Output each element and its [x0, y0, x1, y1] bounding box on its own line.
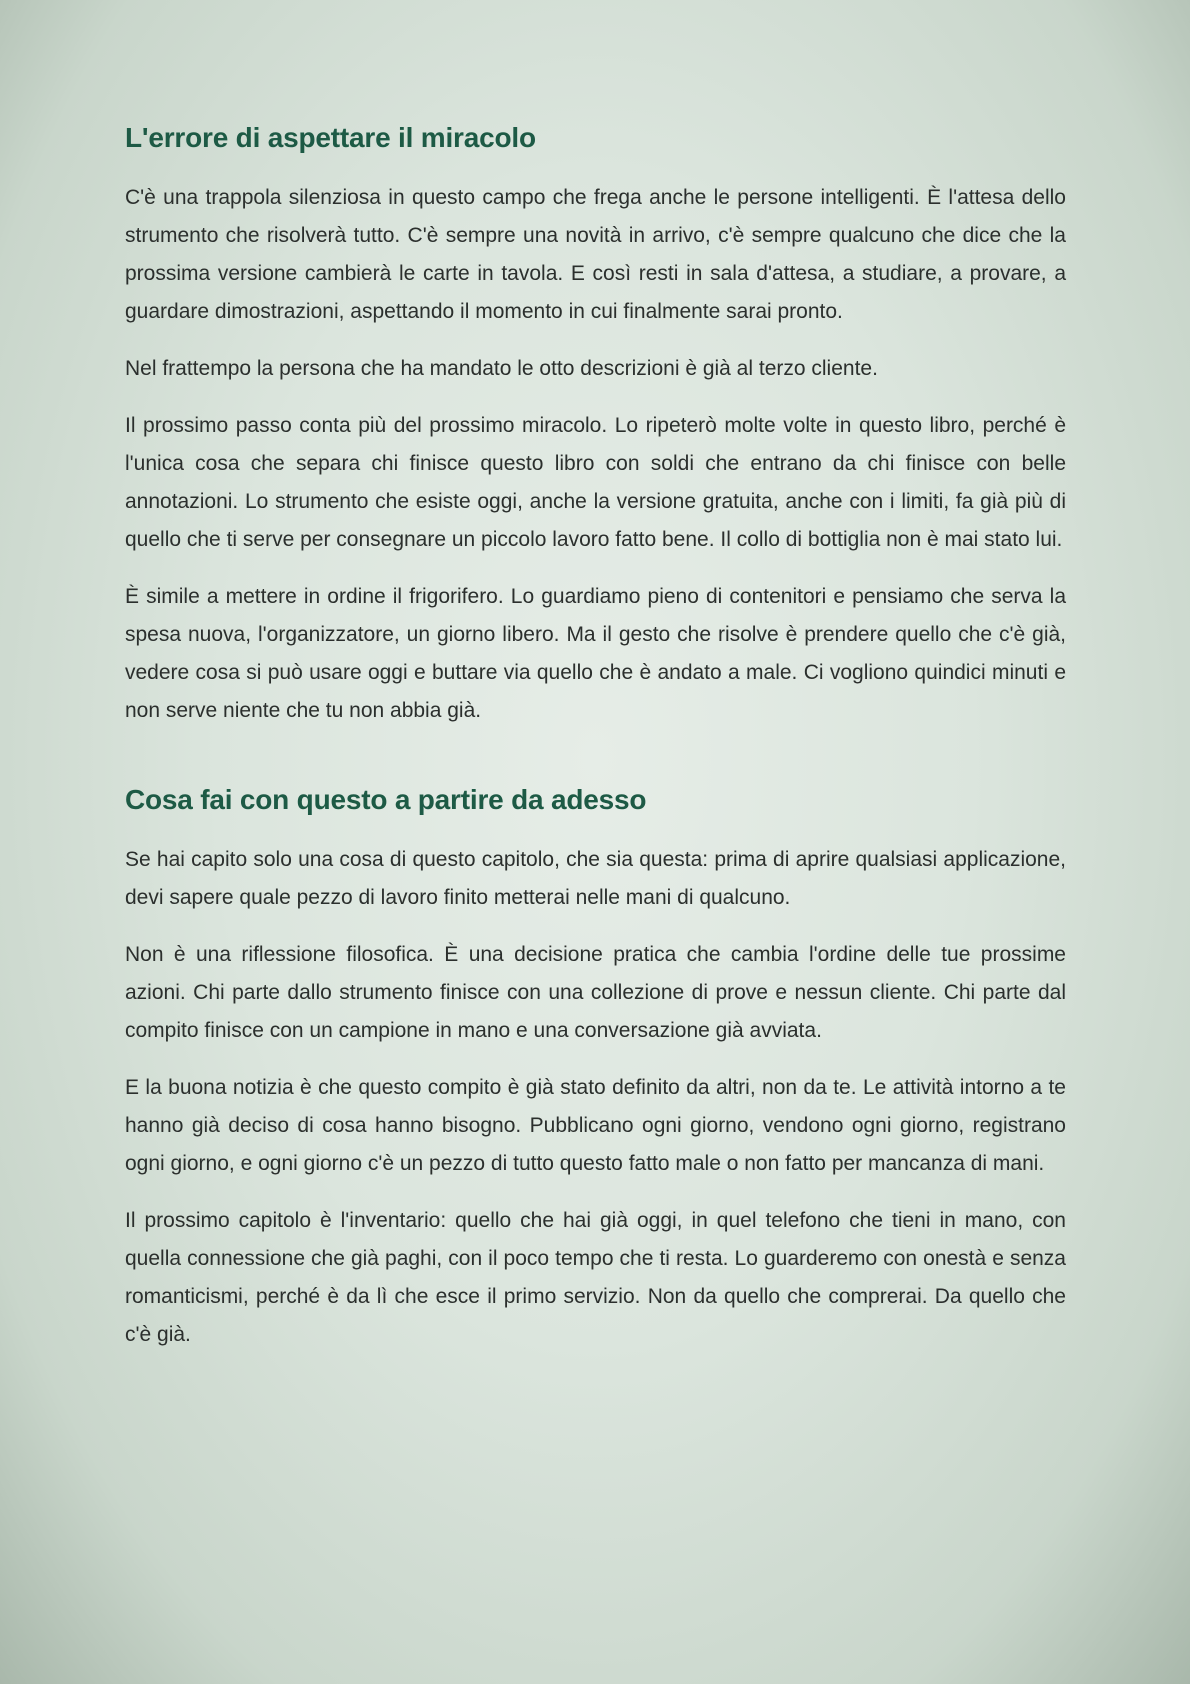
paragraph: È simile a mettere in ordine il frigorifero. Lo guardiamo pieno di contenitori e pensiamo che serva la spesa nuova, l'organizzatore, un giorno libero. Ma il gesto che risolve è prendere quello che c'è già, vedere cosa si può usare oggi e buttare via quello che è andato a male. Ci vogliono quindici minuti e non serve niente che tu non abbia già.: [125, 585, 1066, 722]
paragraph: Il prossimo passo conta più del prossimo miracolo. Lo ripeterò molte volte in questo libro, perché è l'unica cosa che separa chi finisce questo libro con soldi che entrano da chi finisce con belle annotazioni. Lo strumento che esiste oggi, anche la versione gratuita, anche con i limiti, fa già più di quello che ti serve per consegnare un piccolo lavoro fatto bene. Il collo di bottiglia non è mai stato lui.: [125, 414, 1066, 551]
paragraph: Se hai capito solo una cosa di questo capitolo, che sia questa: prima di aprire qualsiasi applicazione, devi sapere quale pezzo di lavoro finito metterai nelle mani di qualcuno.: [125, 848, 1066, 909]
paragraph: C'è una trappola silenziosa in questo campo che frega anche le persone intelligenti. È l'attesa dello strumento che risolverà tutto. C'è sempre una novità in arrivo, c'è sempre qualcuno che dice che la prossima versione cambierà le carte in tavola. E così resti in sala d'attesa, a studiare, a provare, a guardare dimostrazioni, aspettando il momento in cui finalmente sarai pronto.: [125, 186, 1066, 323]
section-heading: L'errore di aspettare il miracolo: [125, 122, 536, 153]
section-heading: Cosa fai con questo a partire da adesso: [125, 784, 647, 815]
paragraph: Nel frattempo la persona che ha mandato le otto descrizioni è già al terzo cliente.: [125, 357, 878, 380]
paragraph: E la buona notizia è che questo compito è già stato definito da altri, non da te. Le attività intorno a te hanno già deciso di cosa hanno bisogno. Pubblicano ogni giorno, vendono ogni giorno, registrano ogni giorno, e ogni giorno c'è un pezzo di tutto questo fatto male o non fatto per mancanza di mani.: [125, 1076, 1066, 1175]
paragraph: Non è una riflessione filosofica. È una decisione pratica che cambia l'ordine delle tue prossime azioni. Chi parte dallo strumento finisce con una collezione di prove e nessun cliente. Chi parte dal compito finisce con un campione in mano e una conversazione già avviata.: [125, 943, 1066, 1042]
paragraph: Il prossimo capitolo è l'inventario: quello che hai già oggi, in quel telefono che tieni in mano, con quella connessione che già paghi, con il poco tempo che ti resta. Lo guarderemo con onestà e senza romanticismi, perché è da lì che esce il primo servizio. Non da quello che comprerai. Da quello che c'è già.: [125, 1209, 1066, 1346]
